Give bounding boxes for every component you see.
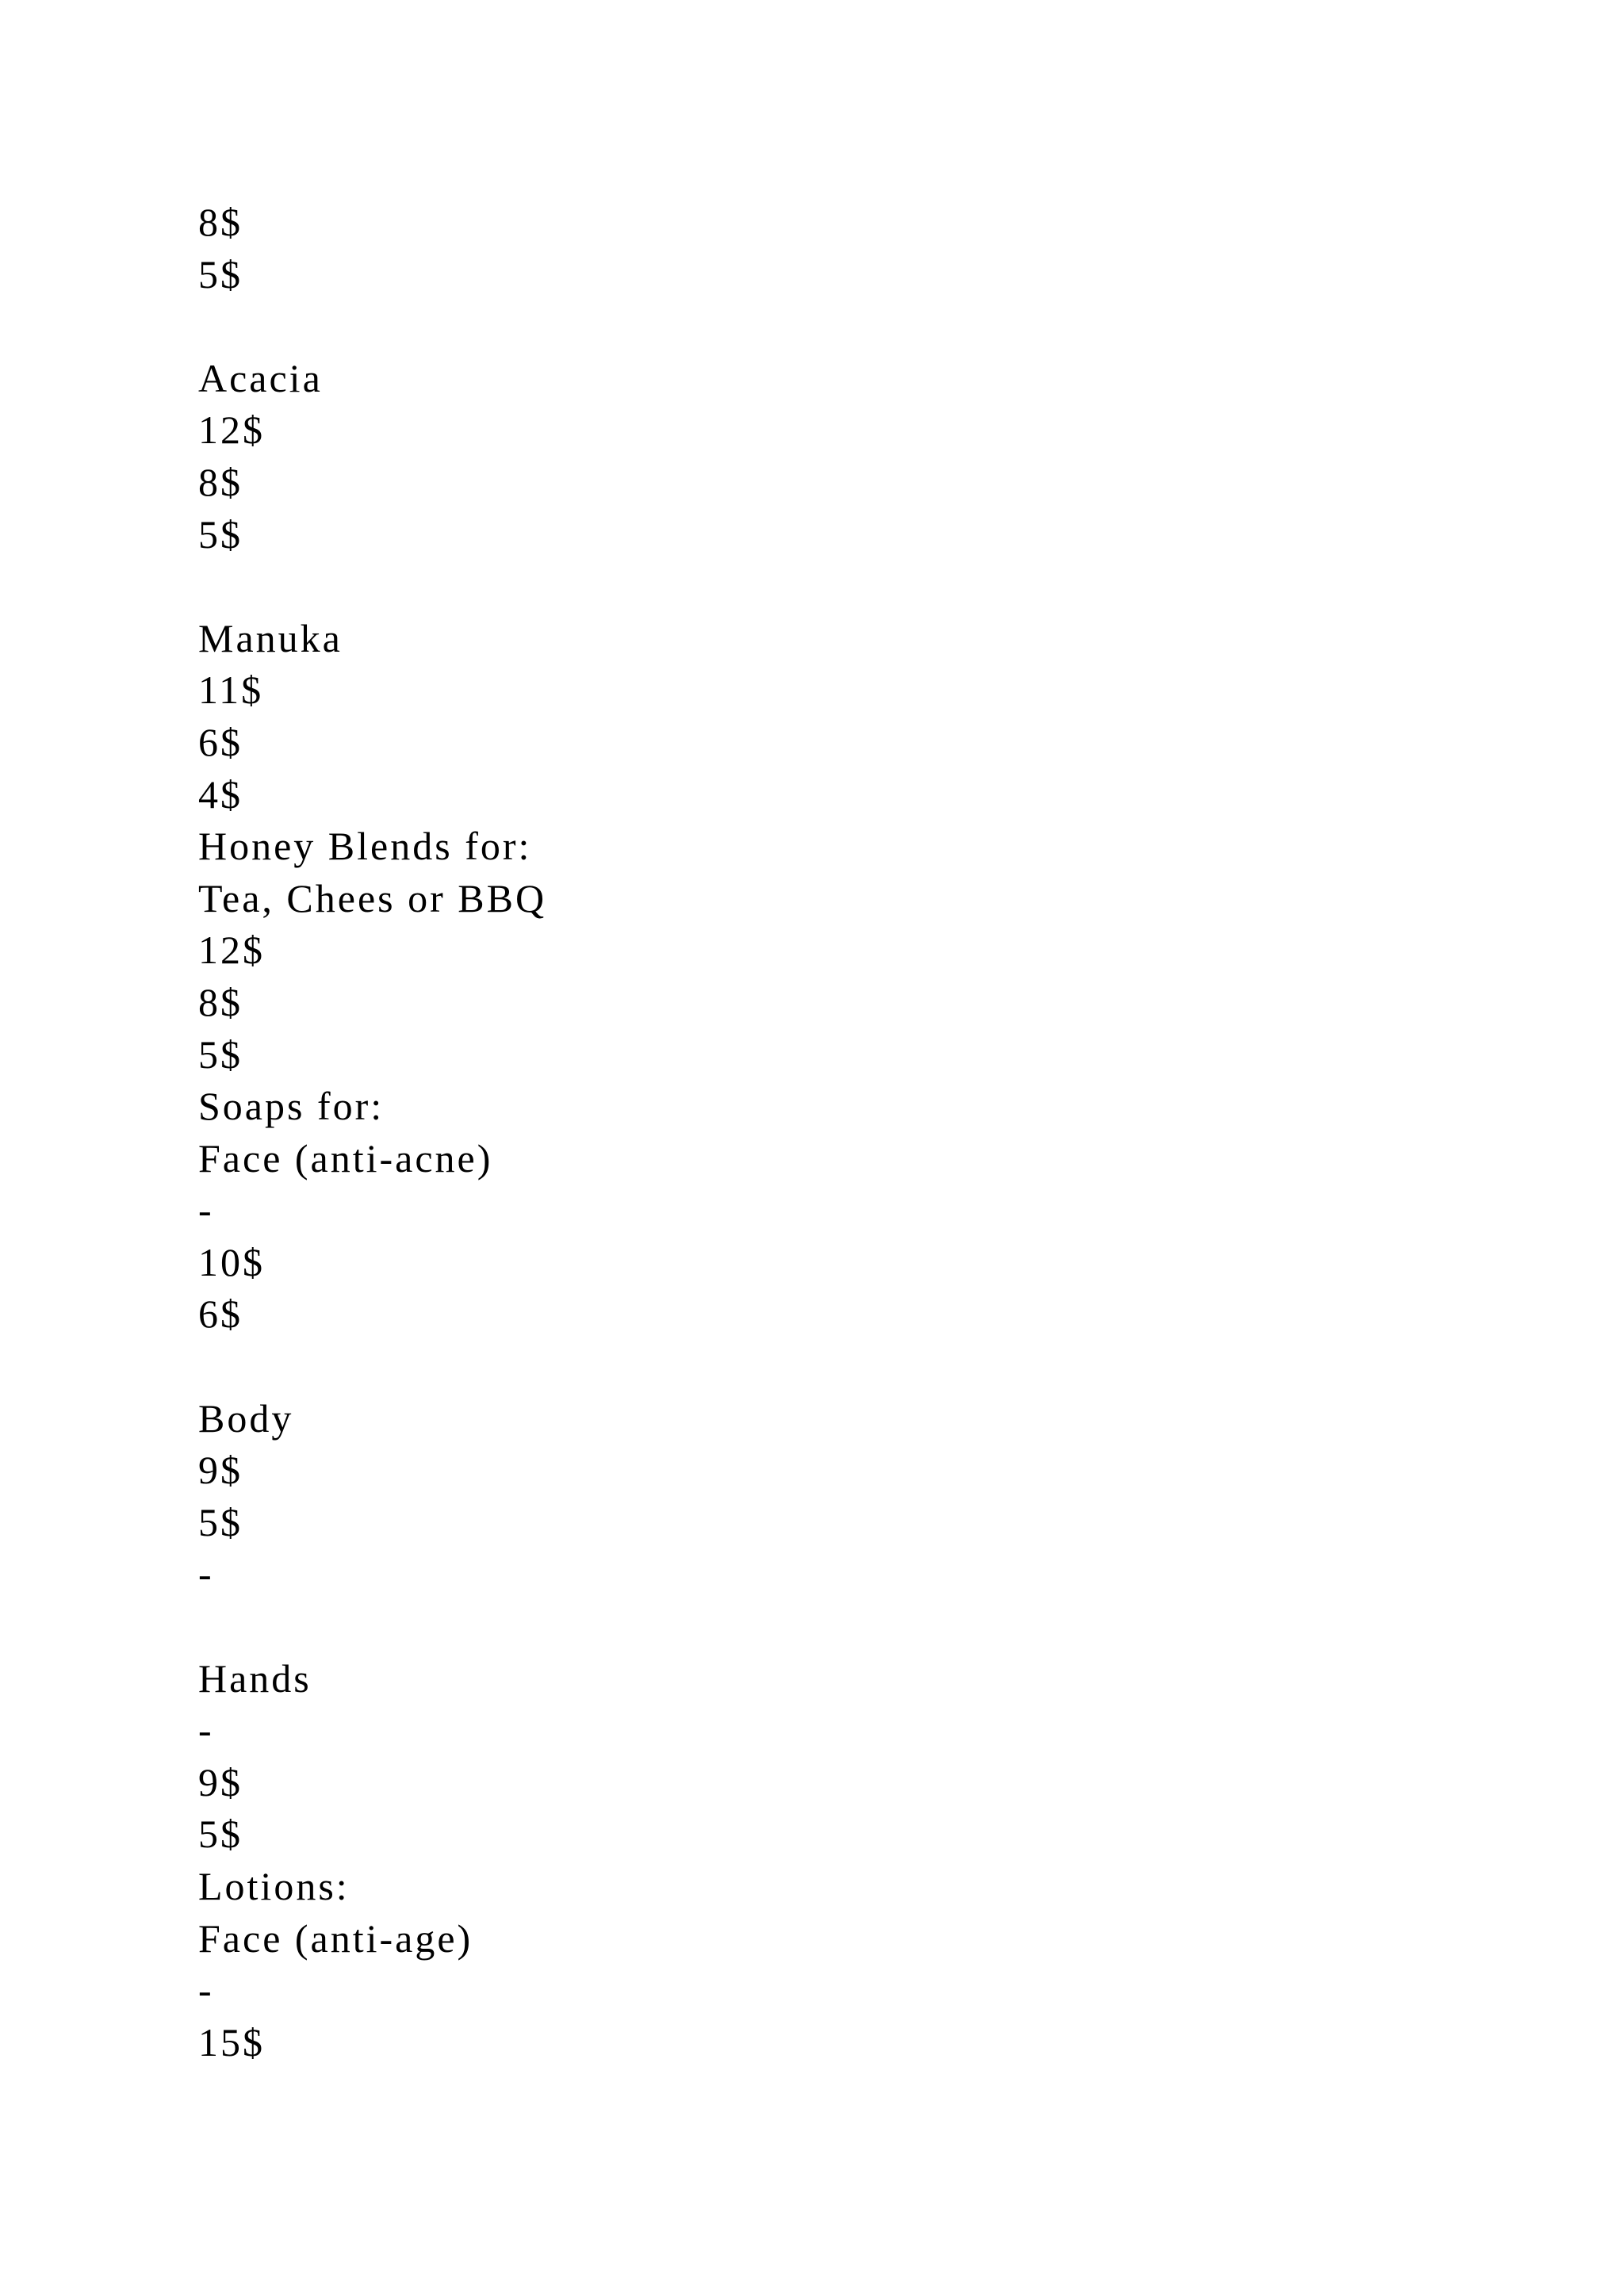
price-line: 6$: [198, 1292, 243, 1337]
section-heading: Soaps for:: [198, 1084, 385, 1129]
price-line: 9$: [198, 1759, 243, 1804]
price-line: 9$: [198, 1448, 243, 1493]
price-line: 6$: [198, 719, 243, 764]
section-heading: Honey Blends for:: [198, 824, 532, 869]
price-line: 10$: [198, 1239, 265, 1284]
price-line: 12$: [198, 408, 265, 453]
price-line: -: [198, 1552, 214, 1597]
product-name: Acacia: [198, 355, 323, 400]
price-line: 5$: [198, 1031, 243, 1077]
price-line: 8$: [198, 200, 243, 244]
blank-line: [198, 1601, 1467, 1653]
price-line: -: [198, 1188, 214, 1233]
price-line: 4$: [198, 771, 243, 817]
product-name: Tea, Chees or BBQ: [198, 875, 547, 920]
price-line: 11$: [198, 668, 264, 713]
product-name: Face (anti-acne): [198, 1135, 493, 1181]
document-text: [198, 197, 1467, 2068]
price-line: -: [198, 1708, 214, 1753]
price-line: 15$: [198, 2019, 265, 2064]
product-name: Manuka: [198, 615, 343, 660]
blank-line: [198, 1341, 1467, 1393]
product-name: Body: [198, 1395, 294, 1441]
price-line: 5$: [198, 1499, 243, 1544]
price-line: -: [198, 1968, 214, 2013]
product-name: Hands: [198, 1655, 312, 1701]
price-line: 5$: [198, 511, 243, 557]
price-line: 5$: [198, 1812, 243, 1857]
blank-line: [198, 561, 1467, 613]
price-line: 12$: [198, 928, 265, 973]
price-line: 5$: [198, 251, 243, 297]
price-line: 8$: [198, 979, 243, 1024]
section-heading: Lotions:: [198, 1864, 350, 1908]
blank-line: [198, 300, 1467, 353]
price-line: 8$: [198, 459, 243, 504]
product-name: Face (anti-age): [198, 1915, 473, 1961]
